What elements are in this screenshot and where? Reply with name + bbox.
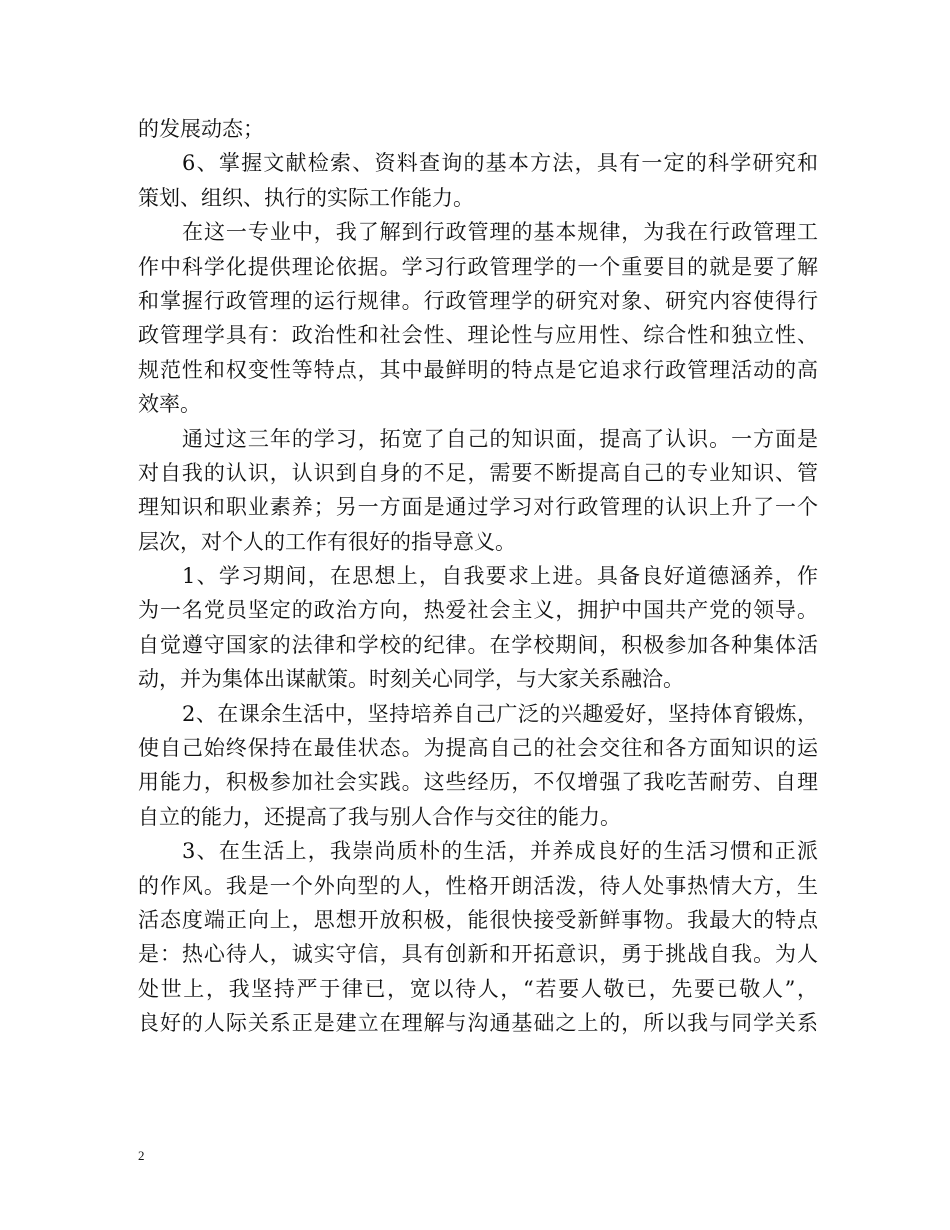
text-line: 处世上，我坚持严于律已，宽以待人，“若要人敬已，先要已敬人”，	[138, 976, 818, 1001]
text-line: 为一名党员坚定的政治方向，热爱社会主义，拥护中国共产党的领导。	[138, 598, 818, 623]
text-line: 的发展动态；	[138, 117, 264, 141]
text-line: 使自己始终保持在最佳状态。为提高自己的社会交往和各方面知识的运	[138, 736, 818, 761]
text-line: 效率。	[138, 392, 201, 417]
text-line: 层次，对个人的工作有很好的指导意义。	[138, 529, 516, 554]
text-line: 在这一专业中，我了解到行政管理的基本规律，为我在行政管理工	[182, 220, 818, 245]
text-line: 自立的能力，还提高了我与别人合作与交往的能力。	[138, 804, 621, 829]
text-line: 策划、组织、执行的实际工作能力。	[138, 185, 474, 210]
text-line: 的作风。我是一个外向型的人，性格开朗活泼，待人处事热情大方，生	[138, 873, 818, 898]
text-line: 1、学习期间，在思想上，自我要求上进。具备良好道德涵养，作	[182, 564, 818, 589]
text-line: 作中科学化提供理论依据。学习行政管理学的一个重要目的就是要了解	[138, 254, 818, 279]
text-line: 6、掌握文献检索、资料查询的基本方法，具有一定的科学研究和	[182, 151, 818, 176]
text-line: 用能力，积极参加社会实践。这些经历，不仅增强了我吃苦耐劳、自理	[138, 770, 818, 795]
text-line: 政管理学具有：政治性和社会性、理论性与应用性、综合性和独立性、	[138, 323, 818, 348]
text-line: 理知识和职业素养；另一方面是通过学习对行政管理的认识上升了一个	[138, 495, 818, 520]
text-line: 2、在课余生活中，坚持培养自己广泛的兴趣爱好，坚持体育锻炼，	[182, 701, 818, 726]
body-text	[138, 112, 818, 1041]
text-line: 活态度端正向上，思想开放积极，能很快接受新鲜事物。我最大的特点	[138, 907, 818, 932]
text-line: 通过这三年的学习，拓宽了自己的知识面，提高了认识。一方面是	[182, 426, 818, 451]
text-line: 良好的人际关系正是建立在理解与沟通基础之上的，所以我与同学关系	[138, 1011, 818, 1036]
text-line: 3、在生活上，我崇尚质朴的生活，并养成良好的生活习惯和正派	[182, 839, 818, 864]
text-line: 是：热心待人，诚实守信，具有创新和开拓意识，勇于挑战自我。为人	[138, 942, 818, 967]
text-line: 和掌握行政管理的运行规律。行政管理学的研究对象、研究内容使得行	[138, 288, 818, 313]
text-line: 对自我的认识，认识到自身的不足，需要不断提高自己的专业知识、管	[138, 460, 818, 485]
text-line: 规范性和权变性等特点，其中最鲜明的特点是它追求行政管理活动的高	[138, 357, 818, 382]
text-line: 动，并为集体出谋献策。时刻关心同学，与大家关系融洽。	[138, 667, 684, 692]
text-line: 自觉遵守国家的法律和学校的纪律。在学校期间，积极参加各种集体活	[138, 632, 818, 657]
page-number: 2	[138, 1148, 145, 1163]
